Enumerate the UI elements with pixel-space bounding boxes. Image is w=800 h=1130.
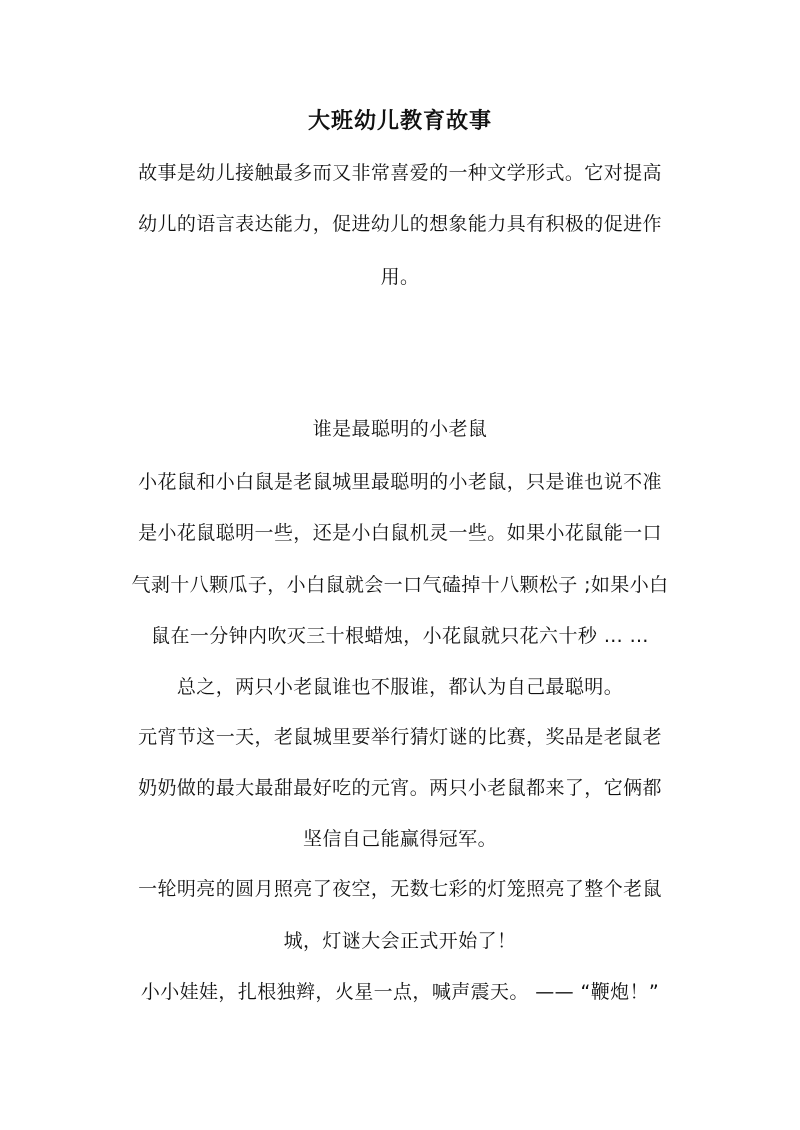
intro-line: 用。 [380, 266, 420, 288]
story-line: 一轮明亮的圆月照亮了夜空，无数七彩的灯笼照亮了整个老鼠 [138, 878, 662, 900]
story-line: 奶奶做的最大最甜最好吃的元宵。两只小老鼠都来了，它俩都 [138, 777, 662, 799]
intro-line: 故事是幼儿接触最多而又非常喜爱的一种文学形式。它对提高 [138, 162, 662, 184]
story-line: 气剥十八颗瓜子，小白鼠就会一口气磕掉十八颗松子 ;如果小白 [131, 574, 669, 596]
story-line: 总之，两只小老鼠谁也不服谁，都认为自己最聪明。 [176, 676, 624, 698]
story-line: 小小娃娃，扎根独辫，火星一点，喊声震天。 —— “鞭炮！” [140, 981, 660, 1003]
story-line: 鼠在一分钟内吹灭三十根蜡烛，小花鼠就只花六十秒 … … [151, 625, 649, 647]
document-title: 大班幼儿教育故事 [307, 108, 492, 134]
intro-line: 幼儿的语言表达能力，促进幼儿的想象能力具有积极的促进作 [138, 213, 662, 235]
story-line: 小花鼠和小白鼠是老鼠城里最聪明的小老鼠，只是谁也说不准 [138, 471, 662, 493]
story-line: 坚信自己能赢得冠军。 [302, 828, 497, 850]
story-line: 是小花鼠聪明一些，还是小白鼠机灵一些。如果小花鼠能一口 [138, 522, 662, 544]
story-title: 谁是最聪明的小老鼠 [312, 418, 488, 440]
story-line: 元宵节这一天，老鼠城里要举行猜灯谜的比赛，奖品是老鼠老 [138, 726, 662, 748]
story-line: 城，灯谜大会正式开始了！ [283, 930, 517, 952]
